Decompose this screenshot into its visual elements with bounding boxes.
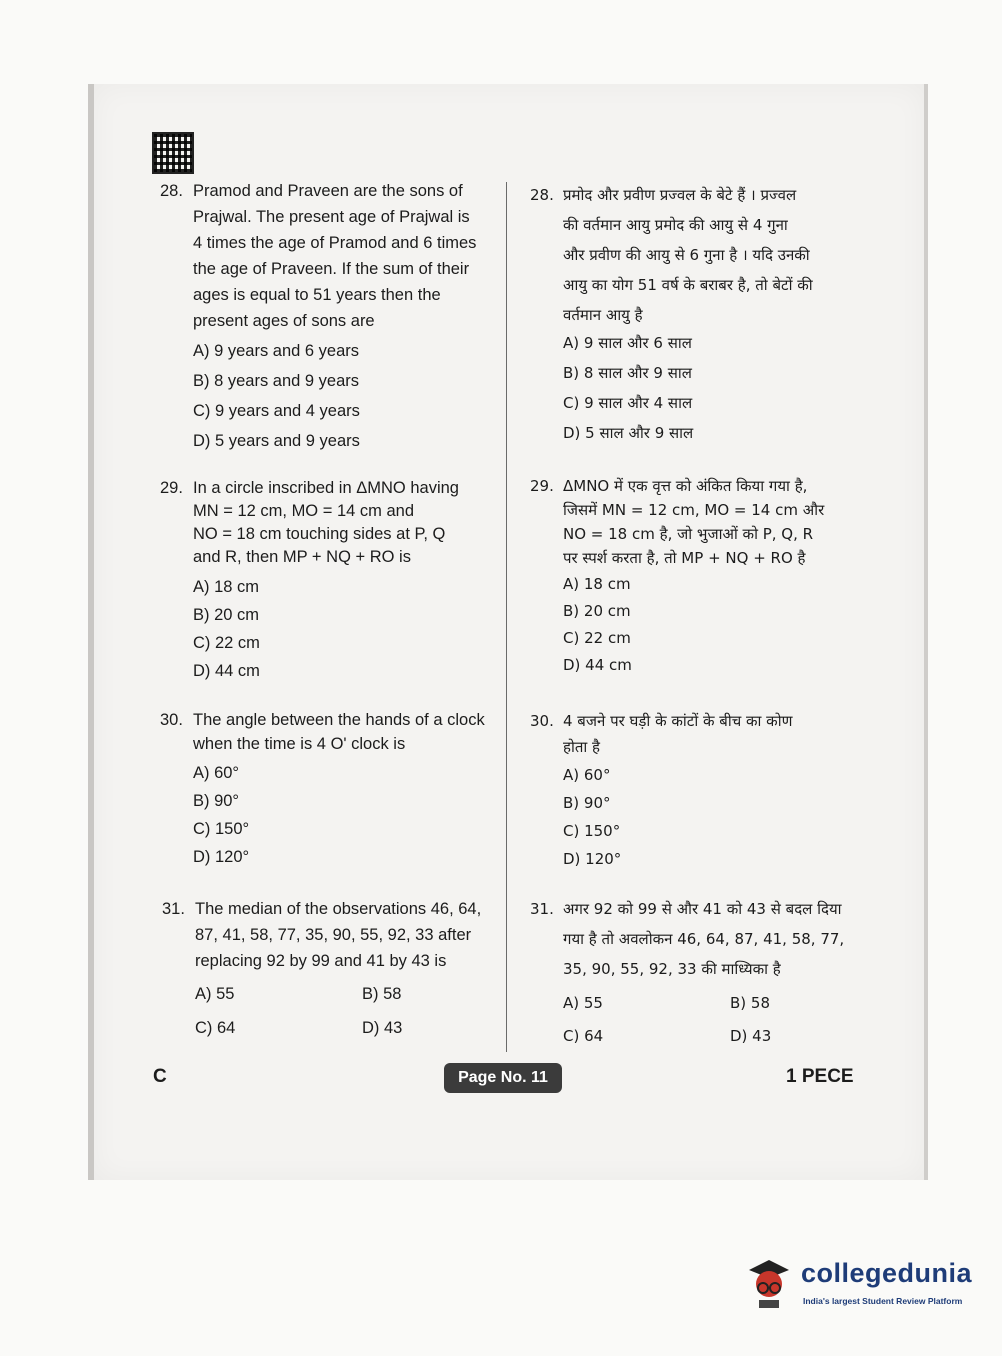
option-c: C) 150°: [563, 822, 621, 840]
question-line: MN = 12 cm, MO = 14 cm and: [193, 502, 414, 520]
brand-logo: [745, 1250, 973, 1320]
question-text: [193, 477, 493, 569]
question-line: 35, 90, 55, 92, 33 की माध्यिका है: [563, 960, 781, 978]
question-text: [563, 894, 863, 984]
option-d: D) 44 cm: [193, 662, 260, 680]
option-c: C) 22 cm: [193, 634, 260, 652]
question-number: 29.: [530, 477, 554, 495]
question-line: NO = 18 cm touching sides at P, Q: [193, 525, 446, 543]
option-b: B) 90°: [193, 792, 240, 810]
question-text: [195, 896, 495, 974]
question-line: Prajwal. The present age of Prajwal is: [193, 208, 470, 226]
question-text: [193, 708, 503, 756]
question-line: the age of Praveen. If the sum of their: [193, 260, 470, 278]
question-number: 28.: [160, 182, 183, 200]
question-line: 4 times the age of Pramod and 6 times: [193, 234, 477, 252]
option-b: B) 58: [362, 985, 402, 1003]
option-d: D) 43: [730, 1027, 772, 1045]
option-d: D) 5 years and 9 years: [193, 432, 360, 450]
option-b: B) 58: [730, 994, 770, 1012]
question-number: 28.: [530, 186, 554, 204]
question-line: and R, then MP + NQ + RO is: [193, 548, 411, 566]
option-c: C) 64: [563, 1027, 604, 1045]
option-d: D) 44 cm: [563, 656, 632, 674]
question-line: की वर्तमान आयु प्रमोद की आयु से 4 गुना: [563, 216, 788, 234]
set-letter: C: [153, 1066, 167, 1087]
qr-code: [152, 132, 194, 174]
option-c: C) 9 years and 4 years: [193, 402, 360, 420]
option-b: B) 8 years and 9 years: [193, 372, 359, 390]
paper-code: 1 PECE: [786, 1066, 854, 1087]
question-text: [193, 178, 493, 334]
option-a: A) 9 साल और 6 साल: [563, 334, 692, 352]
question-number: 29.: [160, 479, 183, 497]
option-b: B) 20 cm: [563, 602, 631, 620]
option-c: C) 64: [195, 1019, 236, 1037]
option-a: A) 55: [195, 985, 235, 1003]
column-divider: [506, 182, 507, 1052]
option-c: C) 22 cm: [563, 629, 631, 647]
question-line: जिसमें MN = 12 cm, MO = 14 cm और: [563, 501, 825, 519]
question-line: पर स्पर्श करता है, तो MP + NQ + RO है: [563, 549, 806, 567]
option-a: A) 55: [563, 994, 603, 1012]
option-c: C) 9 साल और 4 साल: [563, 394, 693, 412]
question-line: प्रमोद और प्रवीण प्रज्वल के बेटे हैं । प्रज्वल: [563, 186, 797, 204]
question-line: In a circle inscribed in ΔMNO having: [193, 479, 459, 497]
question-number: 31.: [530, 900, 554, 918]
question-line: NO = 18 cm है, जो भुजाओं को P, Q, R: [563, 525, 814, 543]
option-b: B) 8 साल और 9 साल: [563, 364, 692, 382]
question-line: The median of the observations 46, 64,: [195, 900, 482, 918]
question-line: अगर 92 को 99 से और 41 को 43 से बदल दिया: [563, 900, 842, 918]
mascot-icon: [745, 1256, 793, 1310]
question-line: ages is equal to 51 years then the: [193, 286, 441, 304]
question-text: [563, 180, 863, 330]
question-line: replacing 92 by 99 and 41 by 43 is: [195, 952, 447, 970]
question-number: 31.: [162, 900, 185, 918]
question-line: 4 बजने पर घड़ी के कांटों के बीच का कोण: [563, 712, 793, 730]
question-text: [563, 474, 863, 570]
question-line: ΔMNO में एक वृत्त को अंकित किया गया है,: [563, 477, 808, 495]
question-line: आयु का योग 51 वर्ष के बराबर है, तो बेटों की: [563, 276, 813, 294]
question-number: 30.: [160, 711, 183, 729]
option-a: A) 18 cm: [193, 578, 260, 596]
option-a: A) 18 cm: [563, 575, 631, 593]
question-number: 30.: [530, 712, 554, 730]
option-b: B) 90°: [563, 794, 611, 812]
page-number-badge: Page No. 11: [444, 1063, 562, 1093]
brand-name: collegedunia: [801, 1258, 973, 1288]
question-line: Pramod and Praveen are the sons of: [193, 182, 463, 200]
option-c: C) 150°: [193, 820, 250, 838]
option-d: D) 120°: [563, 850, 622, 868]
question-line: The angle between the hands of a clock: [193, 711, 485, 729]
option-a: A) 60°: [563, 766, 611, 784]
question-text: [563, 708, 863, 760]
option-d: D) 5 साल और 9 साल: [563, 424, 694, 442]
option-d: D) 120°: [193, 848, 250, 866]
option-a: A) 60°: [193, 764, 240, 782]
option-a: A) 9 years and 6 years: [193, 342, 359, 360]
question-line: गया है तो अवलोकन 46, 64, 87, 41, 58, 77,: [563, 930, 845, 948]
question-line: when the time is 4 O' clock is: [193, 735, 406, 753]
brand-tagline: India's largest Student Review Platform: [803, 1296, 963, 1306]
question-line: present ages of sons are: [193, 312, 375, 330]
question-line: 87, 41, 58, 77, 35, 90, 55, 92, 33 after: [195, 926, 472, 944]
option-b: B) 20 cm: [193, 606, 260, 624]
question-line: और प्रवीण की आयु से 6 गुना है । यदि उनकी: [563, 246, 810, 264]
question-line: वर्तमान आयु है: [563, 306, 643, 324]
question-line: होता है: [563, 738, 601, 756]
option-d: D) 43: [362, 1019, 403, 1037]
